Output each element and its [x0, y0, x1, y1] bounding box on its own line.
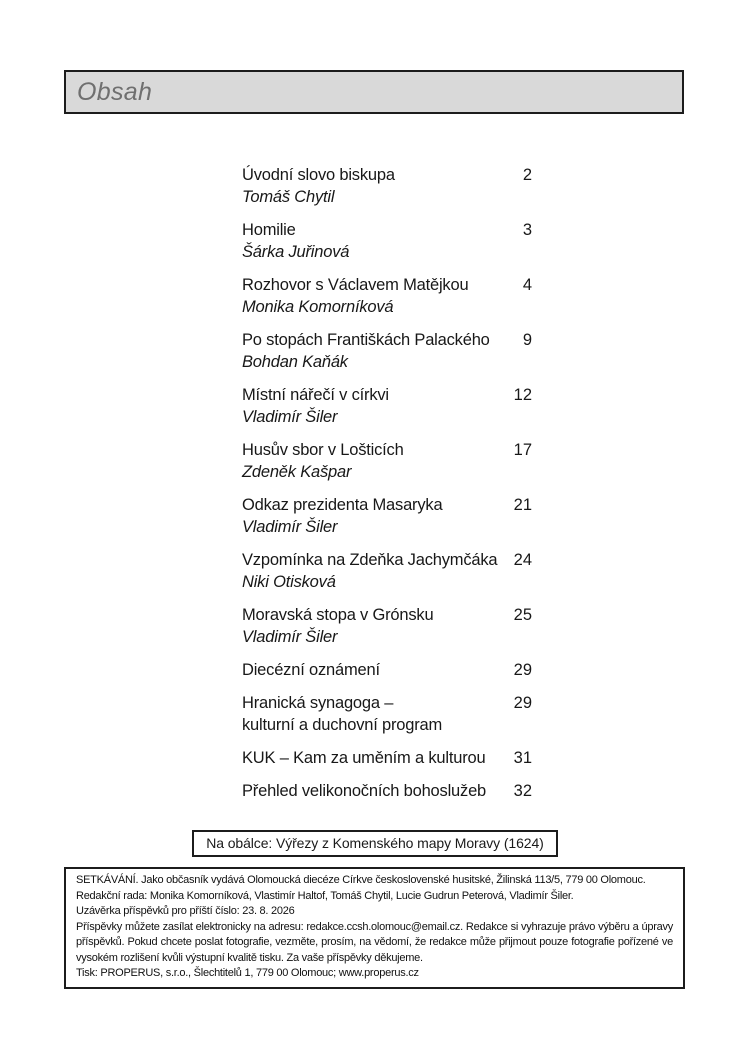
toc-entry-author: Šárka Juřinová [242, 243, 350, 261]
toc-entry-title: Místní nářečí v církvi [242, 386, 389, 404]
toc-entry-page-number: 3 [522, 221, 532, 239]
imprint-deadline-line: Uzávěrka příspěvků pro příští číslo: 23. 8. 2026 [76, 905, 295, 917]
imprint-submissions-paragraph: Příspěvky můžete zasílat elektronicky na adresu: redakce.ccsh.olomouc@email.cz. Redakce si vyhrazuje právo výběru a úpravy příspěvků. Pokud chcete poslat fotografie, vezměte, prosím, na vědomí, že redakce může přijmout pouze fotografie pořízené ve vysokém rozlišení kvůli výstupní kvalitě tisku. Za vaše příspěvky děkujeme. [76, 920, 673, 964]
toc-entry [242, 494, 532, 538]
toc-entry-page-number: 9 [522, 331, 532, 349]
toc-entry-author: Monika Komorníková [242, 298, 394, 316]
imprint-publisher-line: SETKÁVÁNÍ. Jako občasník vydává Olomoucká diecéze Církve československé husitské, Žilinská 113/5, 779 00 Olomouc. [76, 874, 646, 886]
toc-entry [242, 329, 532, 373]
page-title: Obsah [77, 77, 153, 106]
toc-entry-page-number: 4 [522, 276, 532, 294]
toc-entry-title: Homilie [242, 221, 296, 239]
toc-entry-title: Přehled velikonočních bohoslužeb [242, 782, 487, 800]
toc-entry-page-number: 17 [513, 441, 532, 459]
toc-entry-title: Diecézní oznámení [242, 661, 380, 679]
toc-entry-page-number: 25 [513, 606, 532, 624]
toc-entry-title: Hranická synagoga – [242, 694, 394, 712]
toc-entry-title: Husův sbor v Lošticích [242, 441, 404, 459]
toc-entry [242, 219, 532, 263]
toc-entry-title: Vzpomínka na Zdeňka Jachymčáka [242, 551, 498, 569]
toc-entry-page-number: 31 [513, 749, 532, 767]
toc-entry [242, 274, 532, 318]
toc-entry-author: Zdeněk Kašpar [242, 463, 352, 481]
toc-entry-title-line2: kulturní a duchovní program [242, 716, 443, 734]
toc-entry [242, 604, 532, 648]
toc-entry-title: Rozhovor s Václavem Matějkou [242, 276, 469, 294]
toc-entry [242, 692, 532, 736]
imprint-print-line: Tisk: PROPERUS, s.r.o., Šlechtitelů 1, 779 00 Olomouc; www.properus.cz [76, 967, 419, 979]
toc-entry-author: Vladimír Šiler [242, 518, 338, 536]
toc-entry-author: Vladimír Šiler [242, 628, 338, 646]
toc-entry-page-number: 2 [522, 166, 532, 184]
toc-entry [242, 439, 532, 483]
section-header-bar [64, 70, 684, 114]
toc-entry-author: Vladimír Šiler [242, 408, 338, 426]
toc-entry-title: Moravská stopa v Grónsku [242, 606, 434, 624]
toc-entry-author: Niki Otisková [242, 573, 336, 591]
cover-caption-box: Na obálce: Výřezy z Komenského mapy Moravy (1624) [192, 830, 557, 857]
imprint-box [64, 867, 685, 989]
toc-entry-page-number: 12 [513, 386, 532, 404]
toc-entry [242, 659, 532, 681]
imprint-editorial-board-line: Redakční rada: Monika Komorníková, Vlastimír Haltof, Tomáš Chytil, Lucie Gudrun Peterová, Vladimír Šiler. [76, 889, 574, 902]
toc-entry-title: Úvodní slovo biskupa [242, 166, 395, 184]
toc-entry-page-number: 29 [513, 694, 532, 712]
table-of-contents [242, 164, 532, 813]
toc-entry-title: Po stopách Františkách Palackého [242, 331, 490, 349]
toc-entry [242, 549, 532, 593]
toc-entry-page-number: 29 [513, 661, 532, 679]
toc-entry-title: Odkaz prezidenta Masaryka [242, 496, 443, 514]
toc-entry [242, 384, 532, 428]
toc-entry-author: Bohdan Kaňák [242, 353, 348, 371]
toc-entry-author: Tomáš Chytil [242, 188, 335, 206]
cover-caption-row [0, 830, 750, 857]
toc-entry [242, 747, 532, 769]
toc-entry [242, 164, 532, 208]
toc-entry-page-number: 32 [513, 782, 532, 800]
toc-entry-title: KUK – Kam za uměním a kulturou [242, 749, 486, 767]
toc-entry-page-number: 21 [513, 496, 532, 514]
toc-entry [242, 780, 532, 802]
toc-entry-page-number: 24 [513, 551, 532, 569]
